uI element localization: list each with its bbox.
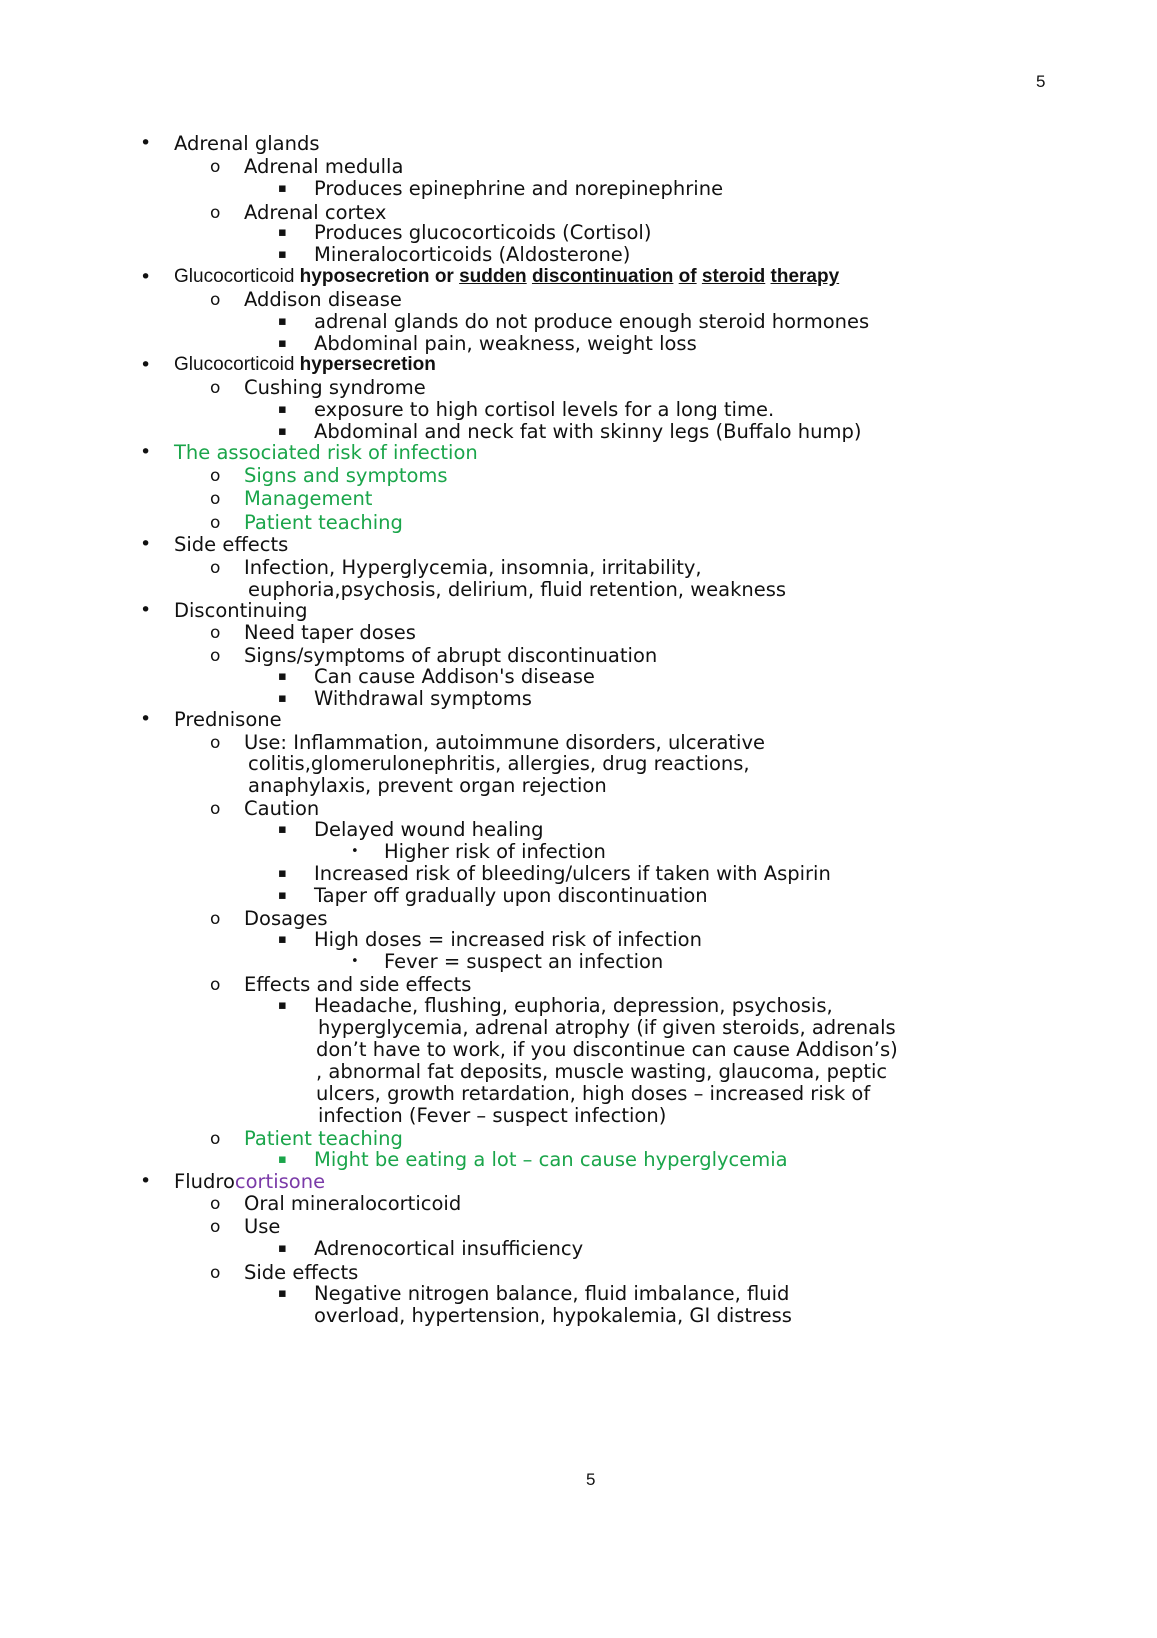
list-item: Need taper doses [244,621,416,644]
bullet-icon: • [140,441,152,463]
list-item: Negative nitrogen balance, fluid imbalance, fluid [314,1282,790,1305]
list-item: Fever = suspect an infection [384,950,664,973]
list-item: Delayed wound healing [314,818,544,841]
bullet-icon: • [140,599,152,621]
page-number-top: 5 [1036,72,1046,91]
list-item: Adrenal cortex [244,201,387,224]
circle-bullet-icon: o [210,909,221,929]
list-item: Side effects [174,533,289,556]
list-item: Management [244,487,373,510]
square-bullet-icon: ▪ [278,1152,287,1167]
list-item: Signs and symptoms [244,464,448,487]
list-item: Withdrawal symptoms [314,687,532,710]
list-item: Use [244,1215,281,1238]
list-item: Caution [244,797,320,820]
square-bullet-icon: ▪ [278,888,287,903]
list-item: Might be eating a lot – can cause hyperglycemia [314,1148,788,1171]
list-item-continuation: , abnormal fat deposits, muscle wasting, glaucoma, peptic [316,1060,888,1083]
square-bullet-icon: ▪ [278,424,287,439]
square-bullet-icon: ▪ [278,1286,287,1301]
circle-bullet-icon: o [210,1194,221,1214]
list-item: Produces glucocorticoids (Cortisol) [314,221,652,244]
circle-bullet-icon: o [210,1129,221,1149]
square-bullet-icon: ▪ [278,998,287,1013]
circle-bullet-icon: o [210,799,221,819]
list-item: Taper off gradually upon discontinuation [314,884,708,907]
list-item: Abdominal and neck fat with skinny legs (Buffalo hump) [314,420,862,443]
square-bullet-icon: ▪ [278,866,287,881]
list-item: Signs/symptoms of abrupt discontinuation [244,644,658,667]
bullet-icon: • [140,708,152,730]
list-item: Addison disease [244,288,402,311]
list-item: adrenal glands do not produce enough steroid hormones [314,310,870,333]
square-bullet-icon: ▪ [278,669,287,684]
circle-bullet-icon: o [210,1263,221,1283]
bullet-icon: • [140,266,152,288]
square-bullet-icon: ▪ [278,1241,287,1256]
drug-name-suffix: cortisone [234,1170,326,1193]
list-item-continuation: ulcers, growth retardation, high doses – increased risk of [316,1082,871,1105]
list-item: Use: Inflammation, autoimmune disorders, ulcerative [244,731,766,754]
circle-bullet-icon: o [210,733,221,753]
list-item: Cushing syndrome [244,376,426,399]
list-item: Can cause Addison's disease [314,665,595,688]
list-item: Adrenal medulla [244,155,404,178]
square-bullet-icon: ▪ [278,247,287,262]
square-bullet-icon: ▪ [278,336,287,351]
list-item: Mineralocorticoids (Aldosterone) [314,243,631,266]
list-item: Adrenal glands [174,132,320,155]
list-item: Patient teaching [244,1127,403,1150]
list-item: Abdominal pain, weakness, weight loss [314,332,697,355]
list-item: Discontinuing [174,599,308,622]
circle-bullet-icon: o [210,466,221,486]
list-item-continuation: hyperglycemia, adrenal atrophy (if given steroids, adrenals [318,1016,896,1039]
emphasis-text: hyposecretion or [299,266,454,287]
list-item: Oral mineralocorticoid [244,1192,462,1215]
list-item: High doses = increased risk of infection [314,928,702,951]
circle-bullet-icon: o [210,378,221,398]
list-item: Produces epinephrine and norepinephrine [314,177,724,200]
circle-bullet-icon: o [210,646,221,666]
list-item: Headache, flushing, euphoria, depression, psychosis, [314,994,833,1017]
emphasis-text: sudden [459,266,527,287]
page-number-bottom: 5 [586,1470,596,1489]
bullet-icon: • [351,844,359,859]
emphasis-text: steroid [701,266,766,287]
bullet-icon: • [351,954,359,969]
emphasis-text: hypersecretion [299,354,436,375]
circle-bullet-icon: o [210,623,221,643]
emphasis-text: therapy [770,266,840,287]
list-item: Effects and side effects [244,973,472,996]
circle-bullet-icon: o [210,203,221,223]
square-bullet-icon: ▪ [278,822,287,837]
list-item [174,1172,325,1192]
square-bullet-icon: ▪ [278,932,287,947]
emphasis-text: of [678,266,697,287]
list-item: Higher risk of infection [384,840,606,863]
list-item-continuation: don’t have to work, if you discontinue can cause Addison’s) [316,1038,898,1061]
list-item: Prednisone [174,708,282,731]
bullet-icon: • [140,354,152,376]
list-item [174,355,436,374]
circle-bullet-icon: o [210,157,221,177]
list-item: exposure to high cortisol levels for a long time. [314,398,775,421]
bullet-icon: • [140,533,152,555]
square-bullet-icon: ▪ [278,181,287,196]
list-item [174,267,839,286]
circle-bullet-icon: o [210,975,221,995]
bullet-icon: • [140,132,152,154]
circle-bullet-icon: o [210,290,221,310]
square-bullet-icon: ▪ [278,314,287,329]
list-item: Dosages [244,907,328,930]
list-item-continuation: euphoria,psychosis, delirium, fluid retention, weakness [248,578,787,601]
circle-bullet-icon: o [210,558,221,578]
emphasis-text: discontinuation [531,266,674,287]
list-item-continuation: colitis,glomerulonephritis, allergies, drug reactions, [248,752,750,775]
heading-label: Glucocorticoid [174,266,295,287]
bullet-icon: • [140,1170,152,1192]
list-item: Adrenocortical insufficiency [314,1237,584,1260]
list-item: Patient teaching [244,511,403,534]
list-item: Increased risk of bleeding/ulcers if taken with Aspirin [314,862,831,885]
list-item: Infection, Hyperglycemia, insomnia, irritability, [244,556,702,579]
list-item-continuation: overload, hypertension, hypokalemia, GI distress [314,1304,792,1327]
list-item: The associated risk of infection [174,441,478,464]
square-bullet-icon: ▪ [278,691,287,706]
list-item-continuation: infection (Fever – suspect infection) [318,1104,667,1127]
list-item: Side effects [244,1261,359,1284]
drug-name-prefix: Fludro [174,1170,235,1193]
square-bullet-icon: ▪ [278,402,287,417]
circle-bullet-icon: o [210,513,221,533]
list-item-continuation: anaphylaxis, prevent organ rejection [248,774,607,797]
circle-bullet-icon: o [210,1217,221,1237]
circle-bullet-icon: o [210,489,221,509]
square-bullet-icon: ▪ [278,225,287,240]
heading-label: Glucocorticoid [174,354,295,375]
